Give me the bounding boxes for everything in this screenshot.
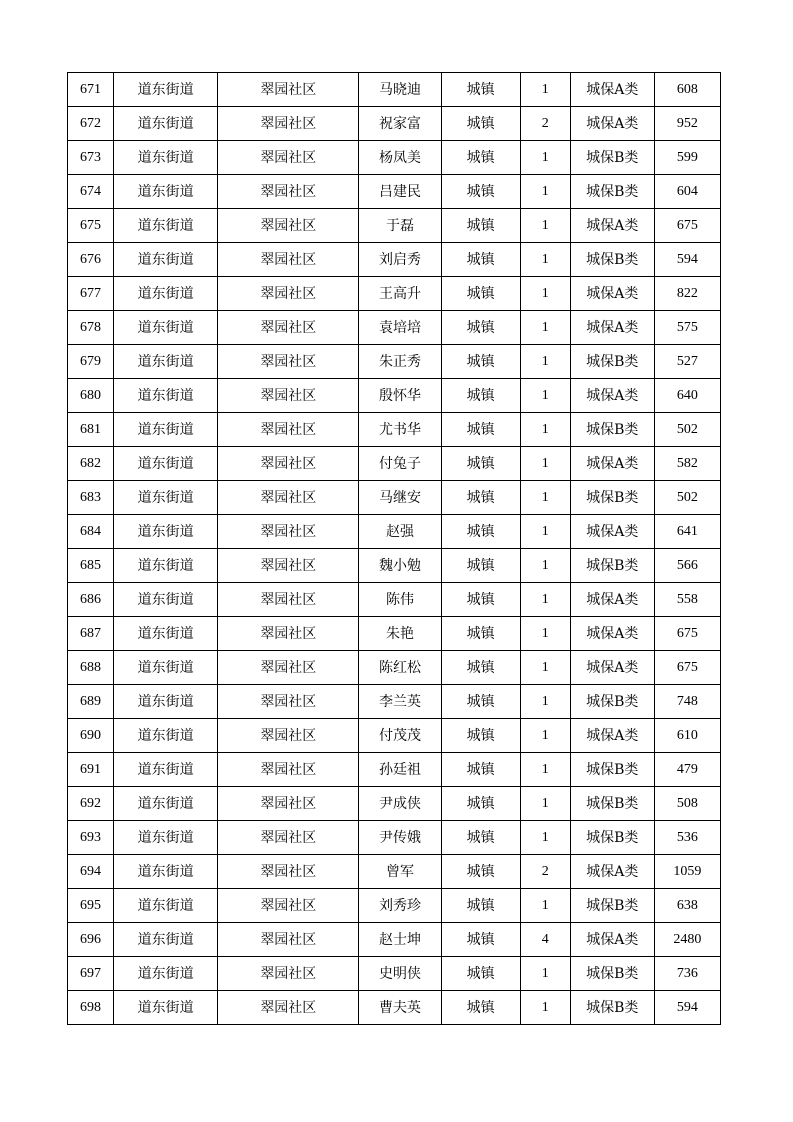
cell-household-count: 1 xyxy=(520,617,570,651)
cell-name: 刘秀珍 xyxy=(359,889,441,923)
cell-category: 城保A类 xyxy=(570,209,654,243)
cell-community: 翠园社区 xyxy=(218,991,359,1025)
cell-community: 翠园社区 xyxy=(218,583,359,617)
cell-area-type: 城镇 xyxy=(441,651,520,685)
cell-area-type: 城镇 xyxy=(441,515,520,549)
cell-household-count: 1 xyxy=(520,447,570,481)
cell-name: 尹成侠 xyxy=(359,787,441,821)
cell-community: 翠园社区 xyxy=(218,447,359,481)
cell-amount: 675 xyxy=(654,617,720,651)
cell-community: 翠园社区 xyxy=(218,957,359,991)
cell-category: 城保B类 xyxy=(570,821,654,855)
table-row xyxy=(68,719,721,753)
cell-street: 道东街道 xyxy=(114,719,218,753)
table-row xyxy=(68,243,721,277)
cell-serial-number: 679 xyxy=(68,345,114,379)
cell-street: 道东街道 xyxy=(114,685,218,719)
cell-serial-number: 695 xyxy=(68,889,114,923)
cell-household-count: 1 xyxy=(520,583,570,617)
cell-street: 道东街道 xyxy=(114,141,218,175)
cell-category: 城保A类 xyxy=(570,277,654,311)
cell-street: 道东街道 xyxy=(114,175,218,209)
table-row xyxy=(68,821,721,855)
cell-category: 城保A类 xyxy=(570,923,654,957)
cell-category: 城保A类 xyxy=(570,617,654,651)
cell-serial-number: 692 xyxy=(68,787,114,821)
cell-household-count: 1 xyxy=(520,515,570,549)
cell-serial-number: 687 xyxy=(68,617,114,651)
cell-community: 翠园社区 xyxy=(218,617,359,651)
table-row xyxy=(68,345,721,379)
cell-amount: 566 xyxy=(654,549,720,583)
cell-category: 城保A类 xyxy=(570,447,654,481)
cell-name: 殷怀华 xyxy=(359,379,441,413)
cell-community: 翠园社区 xyxy=(218,719,359,753)
table-row xyxy=(68,787,721,821)
cell-area-type: 城镇 xyxy=(441,549,520,583)
cell-household-count: 1 xyxy=(520,243,570,277)
cell-name: 尹传娥 xyxy=(359,821,441,855)
cell-serial-number: 681 xyxy=(68,413,114,447)
cell-amount: 575 xyxy=(654,311,720,345)
cell-amount: 536 xyxy=(654,821,720,855)
cell-community: 翠园社区 xyxy=(218,481,359,515)
cell-name: 马继安 xyxy=(359,481,441,515)
cell-area-type: 城镇 xyxy=(441,277,520,311)
cell-household-count: 2 xyxy=(520,107,570,141)
cell-area-type: 城镇 xyxy=(441,243,520,277)
cell-category: 城保A类 xyxy=(570,651,654,685)
cell-street: 道东街道 xyxy=(114,311,218,345)
cell-category: 城保B类 xyxy=(570,141,654,175)
cell-household-count: 1 xyxy=(520,413,570,447)
table-row xyxy=(68,277,721,311)
cell-household-count: 1 xyxy=(520,719,570,753)
cell-category: 城保B类 xyxy=(570,787,654,821)
cell-area-type: 城镇 xyxy=(441,209,520,243)
cell-amount: 527 xyxy=(654,345,720,379)
cell-area-type: 城镇 xyxy=(441,685,520,719)
cell-amount: 558 xyxy=(654,583,720,617)
table-row xyxy=(68,753,721,787)
table-row xyxy=(68,481,721,515)
cell-amount: 736 xyxy=(654,957,720,991)
cell-serial-number: 680 xyxy=(68,379,114,413)
cell-serial-number: 683 xyxy=(68,481,114,515)
cell-street: 道东街道 xyxy=(114,515,218,549)
cell-household-count: 1 xyxy=(520,73,570,107)
cell-amount: 604 xyxy=(654,175,720,209)
cell-name: 刘启秀 xyxy=(359,243,441,277)
cell-household-count: 1 xyxy=(520,379,570,413)
roster-body xyxy=(68,73,721,1025)
table-row xyxy=(68,685,721,719)
cell-category: 城保A类 xyxy=(570,107,654,141)
cell-street: 道东街道 xyxy=(114,923,218,957)
cell-community: 翠园社区 xyxy=(218,855,359,889)
cell-category: 城保A类 xyxy=(570,583,654,617)
cell-category: 城保B类 xyxy=(570,889,654,923)
cell-community: 翠园社区 xyxy=(218,413,359,447)
cell-community: 翠园社区 xyxy=(218,345,359,379)
cell-area-type: 城镇 xyxy=(441,311,520,345)
cell-street: 道东街道 xyxy=(114,583,218,617)
cell-serial-number: 678 xyxy=(68,311,114,345)
cell-household-count: 1 xyxy=(520,209,570,243)
cell-serial-number: 682 xyxy=(68,447,114,481)
table-row xyxy=(68,311,721,345)
cell-street: 道东街道 xyxy=(114,107,218,141)
cell-serial-number: 675 xyxy=(68,209,114,243)
cell-household-count: 1 xyxy=(520,753,570,787)
cell-category: 城保A类 xyxy=(570,379,654,413)
cell-category: 城保B类 xyxy=(570,175,654,209)
cell-street: 道东街道 xyxy=(114,345,218,379)
table-row xyxy=(68,141,721,175)
cell-area-type: 城镇 xyxy=(441,447,520,481)
cell-amount: 582 xyxy=(654,447,720,481)
cell-name: 魏小勉 xyxy=(359,549,441,583)
cell-amount: 748 xyxy=(654,685,720,719)
cell-area-type: 城镇 xyxy=(441,753,520,787)
table-row xyxy=(68,175,721,209)
cell-street: 道东街道 xyxy=(114,753,218,787)
cell-area-type: 城镇 xyxy=(441,481,520,515)
cell-street: 道东街道 xyxy=(114,243,218,277)
cell-community: 翠园社区 xyxy=(218,73,359,107)
cell-community: 翠园社区 xyxy=(218,209,359,243)
cell-street: 道东街道 xyxy=(114,957,218,991)
table-row xyxy=(68,447,721,481)
cell-community: 翠园社区 xyxy=(218,277,359,311)
cell-name: 曹夫英 xyxy=(359,991,441,1025)
cell-street: 道东街道 xyxy=(114,481,218,515)
cell-community: 翠园社区 xyxy=(218,549,359,583)
table-row xyxy=(68,413,721,447)
cell-area-type: 城镇 xyxy=(441,413,520,447)
table-row xyxy=(68,379,721,413)
table-row xyxy=(68,515,721,549)
table-row xyxy=(68,617,721,651)
cell-area-type: 城镇 xyxy=(441,107,520,141)
cell-serial-number: 676 xyxy=(68,243,114,277)
cell-area-type: 城镇 xyxy=(441,719,520,753)
table-row xyxy=(68,651,721,685)
cell-category: 城保B类 xyxy=(570,685,654,719)
cell-name: 陈红松 xyxy=(359,651,441,685)
cell-household-count: 1 xyxy=(520,175,570,209)
cell-street: 道东街道 xyxy=(114,821,218,855)
cell-community: 翠园社区 xyxy=(218,515,359,549)
cell-community: 翠园社区 xyxy=(218,821,359,855)
table-row xyxy=(68,889,721,923)
table-row xyxy=(68,73,721,107)
cell-street: 道东街道 xyxy=(114,549,218,583)
cell-amount: 594 xyxy=(654,243,720,277)
cell-amount: 608 xyxy=(654,73,720,107)
cell-name: 朱正秀 xyxy=(359,345,441,379)
cell-community: 翠园社区 xyxy=(218,889,359,923)
cell-amount: 638 xyxy=(654,889,720,923)
cell-community: 翠园社区 xyxy=(218,379,359,413)
cell-category: 城保B类 xyxy=(570,481,654,515)
cell-street: 道东街道 xyxy=(114,447,218,481)
table-row xyxy=(68,923,721,957)
cell-household-count: 1 xyxy=(520,141,570,175)
cell-name: 李兰英 xyxy=(359,685,441,719)
cell-household-count: 1 xyxy=(520,345,570,379)
cell-household-count: 1 xyxy=(520,277,570,311)
cell-amount: 641 xyxy=(654,515,720,549)
cell-serial-number: 690 xyxy=(68,719,114,753)
cell-area-type: 城镇 xyxy=(441,787,520,821)
cell-name: 尤书华 xyxy=(359,413,441,447)
cell-serial-number: 684 xyxy=(68,515,114,549)
cell-serial-number: 696 xyxy=(68,923,114,957)
cell-name: 王高升 xyxy=(359,277,441,311)
cell-name: 赵强 xyxy=(359,515,441,549)
cell-household-count: 1 xyxy=(520,821,570,855)
cell-community: 翠园社区 xyxy=(218,685,359,719)
cell-name: 付茂茂 xyxy=(359,719,441,753)
cell-street: 道东街道 xyxy=(114,277,218,311)
cell-category: 城保A类 xyxy=(570,855,654,889)
cell-name: 赵士坤 xyxy=(359,923,441,957)
cell-amount: 479 xyxy=(654,753,720,787)
cell-area-type: 城镇 xyxy=(441,583,520,617)
cell-area-type: 城镇 xyxy=(441,345,520,379)
roster-table xyxy=(67,72,721,1025)
cell-community: 翠园社区 xyxy=(218,243,359,277)
cell-category: 城保B类 xyxy=(570,753,654,787)
cell-street: 道东街道 xyxy=(114,991,218,1025)
cell-household-count: 1 xyxy=(520,685,570,719)
cell-area-type: 城镇 xyxy=(441,889,520,923)
cell-area-type: 城镇 xyxy=(441,923,520,957)
cell-community: 翠园社区 xyxy=(218,141,359,175)
cell-amount: 610 xyxy=(654,719,720,753)
cell-serial-number: 672 xyxy=(68,107,114,141)
cell-name: 朱艳 xyxy=(359,617,441,651)
cell-area-type: 城镇 xyxy=(441,141,520,175)
cell-street: 道东街道 xyxy=(114,889,218,923)
cell-serial-number: 698 xyxy=(68,991,114,1025)
cell-amount: 952 xyxy=(654,107,720,141)
cell-household-count: 1 xyxy=(520,787,570,821)
cell-street: 道东街道 xyxy=(114,855,218,889)
cell-name: 袁培培 xyxy=(359,311,441,345)
cell-amount: 1059 xyxy=(654,855,720,889)
table-row xyxy=(68,209,721,243)
cell-household-count: 1 xyxy=(520,549,570,583)
cell-street: 道东街道 xyxy=(114,651,218,685)
cell-serial-number: 685 xyxy=(68,549,114,583)
cell-serial-number: 691 xyxy=(68,753,114,787)
cell-category: 城保A类 xyxy=(570,719,654,753)
cell-category: 城保B类 xyxy=(570,991,654,1025)
table-row xyxy=(68,855,721,889)
cell-area-type: 城镇 xyxy=(441,175,520,209)
cell-name: 孙廷祖 xyxy=(359,753,441,787)
cell-community: 翠园社区 xyxy=(218,311,359,345)
cell-serial-number: 677 xyxy=(68,277,114,311)
cell-serial-number: 694 xyxy=(68,855,114,889)
cell-household-count: 1 xyxy=(520,991,570,1025)
cell-name: 祝家富 xyxy=(359,107,441,141)
cell-community: 翠园社区 xyxy=(218,923,359,957)
cell-name: 付兔子 xyxy=(359,447,441,481)
cell-amount: 599 xyxy=(654,141,720,175)
cell-name: 于磊 xyxy=(359,209,441,243)
cell-area-type: 城镇 xyxy=(441,821,520,855)
cell-amount: 640 xyxy=(654,379,720,413)
cell-household-count: 1 xyxy=(520,311,570,345)
cell-household-count: 1 xyxy=(520,481,570,515)
cell-household-count: 2 xyxy=(520,855,570,889)
cell-community: 翠园社区 xyxy=(218,787,359,821)
cell-household-count: 1 xyxy=(520,651,570,685)
cell-area-type: 城镇 xyxy=(441,379,520,413)
cell-street: 道东街道 xyxy=(114,379,218,413)
cell-community: 翠园社区 xyxy=(218,753,359,787)
cell-amount: 502 xyxy=(654,413,720,447)
cell-community: 翠园社区 xyxy=(218,175,359,209)
cell-category: 城保A类 xyxy=(570,311,654,345)
cell-amount: 502 xyxy=(654,481,720,515)
table-row xyxy=(68,991,721,1025)
cell-street: 道东街道 xyxy=(114,413,218,447)
table-row xyxy=(68,107,721,141)
cell-amount: 675 xyxy=(654,651,720,685)
cell-area-type: 城镇 xyxy=(441,73,520,107)
cell-name: 曾军 xyxy=(359,855,441,889)
cell-household-count: 4 xyxy=(520,923,570,957)
cell-category: 城保B类 xyxy=(570,345,654,379)
cell-area-type: 城镇 xyxy=(441,957,520,991)
cell-name: 史明侠 xyxy=(359,957,441,991)
cell-area-type: 城镇 xyxy=(441,617,520,651)
cell-serial-number: 686 xyxy=(68,583,114,617)
cell-household-count: 1 xyxy=(520,957,570,991)
cell-community: 翠园社区 xyxy=(218,107,359,141)
table-row xyxy=(68,957,721,991)
cell-name: 马晓迪 xyxy=(359,73,441,107)
cell-amount: 675 xyxy=(654,209,720,243)
cell-category: 城保A类 xyxy=(570,73,654,107)
cell-name: 吕建民 xyxy=(359,175,441,209)
cell-street: 道东街道 xyxy=(114,787,218,821)
cell-street: 道东街道 xyxy=(114,73,218,107)
cell-name: 陈伟 xyxy=(359,583,441,617)
cell-name: 杨凤美 xyxy=(359,141,441,175)
cell-category: 城保B类 xyxy=(570,549,654,583)
cell-street: 道东街道 xyxy=(114,209,218,243)
cell-category: 城保B类 xyxy=(570,957,654,991)
cell-serial-number: 673 xyxy=(68,141,114,175)
cell-amount: 2480 xyxy=(654,923,720,957)
cell-amount: 508 xyxy=(654,787,720,821)
cell-serial-number: 688 xyxy=(68,651,114,685)
cell-serial-number: 697 xyxy=(68,957,114,991)
cell-category: 城保B类 xyxy=(570,243,654,277)
cell-serial-number: 689 xyxy=(68,685,114,719)
cell-serial-number: 674 xyxy=(68,175,114,209)
cell-street: 道东街道 xyxy=(114,617,218,651)
table-row xyxy=(68,549,721,583)
cell-serial-number: 671 xyxy=(68,73,114,107)
cell-household-count: 1 xyxy=(520,889,570,923)
cell-community: 翠园社区 xyxy=(218,651,359,685)
cell-serial-number: 693 xyxy=(68,821,114,855)
table-row xyxy=(68,583,721,617)
cell-amount: 594 xyxy=(654,991,720,1025)
cell-amount: 822 xyxy=(654,277,720,311)
cell-category: 城保B类 xyxy=(570,413,654,447)
cell-category: 城保A类 xyxy=(570,515,654,549)
cell-area-type: 城镇 xyxy=(441,855,520,889)
cell-area-type: 城镇 xyxy=(441,991,520,1025)
